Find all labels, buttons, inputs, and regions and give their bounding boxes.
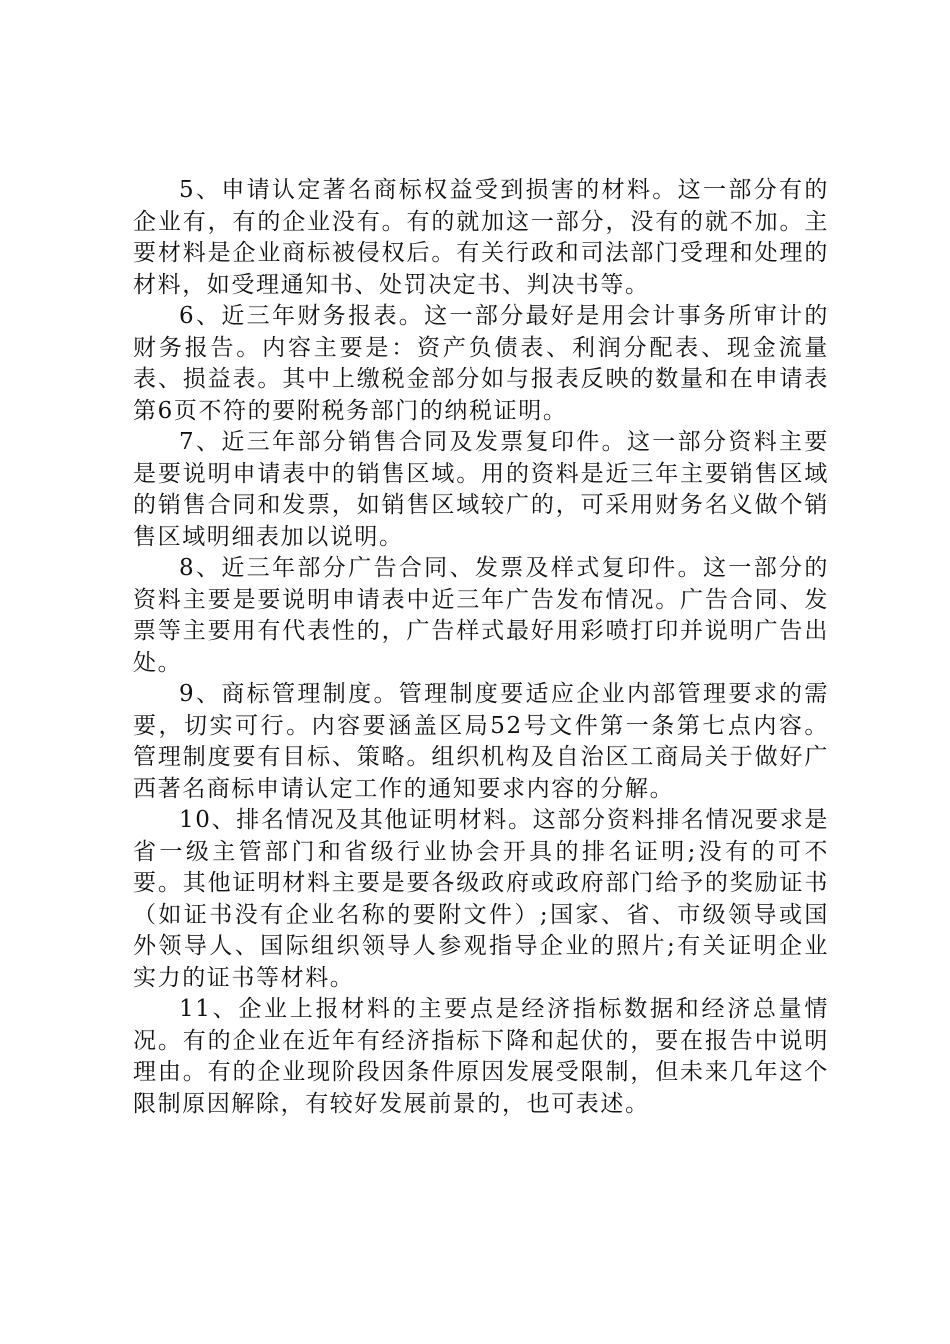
paragraph-9: 9、商标管理制度。管理制度要适应企业内部管理要求的需要，切实可行。内容要涵盖区局52号文件第一条第七点内容。管理制度要有目标、策略。组织机构及自治区工商局关于做好广西著名商标申请认定工作的通知要求内容的分解。 bbox=[133, 681, 829, 802]
paragraph-8: 8、近三年部分广告合同、发票及样式复印件。这一部分的资料主要是要说明申请表中近三年广告发布情况。广告合同、发票等主要用有代表性的，广告样式最好用彩喷打印并说明广告出处。 bbox=[133, 555, 829, 676]
document-body bbox=[133, 175, 829, 1120]
paragraph-5: 5、申请认定著名商标权益受到损害的材料。这一部分有的企业有，有的企业没有。有的就加这一部分，没有的就不加。主要材料是企业商标被侵权后。有关行政和司法部门受理和处理的材料，如受理通知书、处罚决定书、判决书等。 bbox=[133, 177, 829, 298]
paragraph-7: 7、近三年部分销售合同及发票复印件。这一部分资料主要是要说明申请表中的销售区域。用的资料是近三年主要销售区域的销售合同和发票，如销售区域较广的，可采用财务名义做个销售区域明细表加以说明。 bbox=[133, 429, 829, 550]
paragraph-10: 10、排名情况及其他证明材料。这部分资料排名情况要求是省一级主管部门和省级行业协会开具的排名证明;没有的可不要。其他证明材料主要是要各级政府或政府部门给予的奖励证书（如证书没有企业名称的要附文件）;国家、省、市级领导或国外领导人、国际组织领导人参观指导企业的照片;有关证明企业实力的证书等材料。 bbox=[133, 807, 829, 991]
paragraph-11: 11、企业上报材料的主要点是经济指标数据和经济总量情况。有的企业在近年有经济指标下降和起伏的，要在报告中说明理由。有的企业现阶段因条件原因发展受限制，但未来几年这个限制原因解除，有较好发展前景的，也可表述。 bbox=[133, 996, 829, 1117]
paragraph-6: 6、近三年财务报表。这一部分最好是用会计事务所审计的财务报告。内容主要是：资产负债表、利润分配表、现金流量表、损益表。其中上缴税金部分如与报表反映的数量和在申请表第6页不符的要附税务部门的纳税证明。 bbox=[133, 303, 829, 424]
